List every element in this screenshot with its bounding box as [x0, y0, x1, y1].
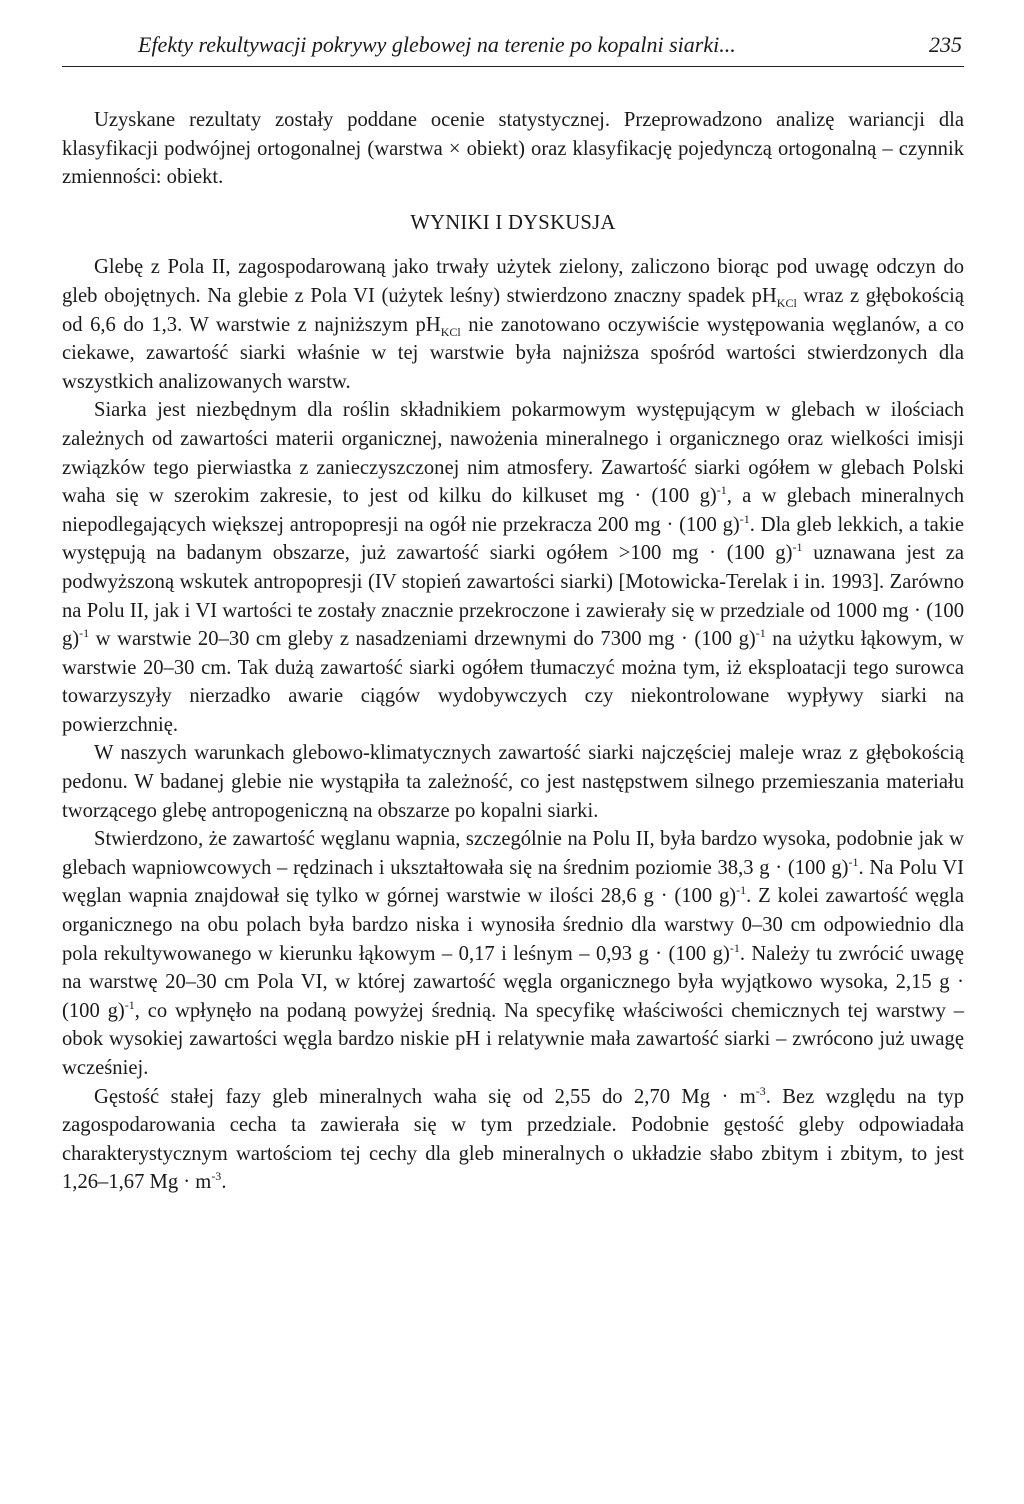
exponent: -1: [755, 626, 766, 641]
exponent: -1: [792, 540, 803, 555]
text-run: wraz z głębokością od 6,6 do 1,3. W warstwie z najniższym pH: [62, 284, 965, 336]
subscript-kcl: KCl: [776, 296, 797, 311]
text-run: . Z kolei zawartość węgla organicznego na obu polach była bardzo niska i wynosiła średnio dla warstwy 0–30 cm odpowiednio dla pola rekultywowanego w kierunku łąkowym – 0,17 i leśnym – 0,93 g · (100 g): [62, 885, 964, 965]
exponent: -1: [716, 483, 727, 498]
body-text: [62, 106, 964, 1197]
text-run: uznawana jest za podwyższoną wskutek antropopresji (IV stopień zawartości siarki) [Motowicka-Terelak i in. 1993]. Zarówno na Polu II, jak i VI wartości te zostały znacznie przekroczone i zawierały się w przedziale od 1000 mg · (100 g): [62, 542, 964, 651]
exponent: -1: [739, 511, 750, 526]
text-run: w warstwie 20–30 cm gleby z nasadzeniami drzewnymi do 7300 mg · (100 g): [89, 628, 756, 651]
text-run: , co wpłynęło na podaną powyżej średnią. Na specyfikę właściwości chemicznych tej warstwy – obok wysokiej zawartości węgla bardzo niskie pH i relatywnie mała zawartość siarki – zwrócono już uwagę wcześniej.: [62, 999, 964, 1079]
text-run: . Bez względu na typ zagospodarowania cecha ta zawierała się w tym przedziale. Podobnie gęstość gleby odpowiadała charakterystycznym wartościom tej cechy dla gleb mineralnych o układzie słabo zbitym i zbitym, to jest 1,26–1,67 Mg · m: [62, 1085, 964, 1194]
intro-paragraph: Uzyskane rezultaty zostały poddane ocenie statystycznej. Przeprowadzono analizę wariancji dla klasyfikacji podwójnej ortogonalnej (warstwa × obiekt) oraz klasyfikację pojedynczą ortogonalną – czynnik zmienności: obiekt.: [62, 109, 964, 189]
text-run: Siarka jest niezbędnym dla roślin składnikiem pokarmowym występującym w glebach w ilościach zależnych od zawartości materii organicznej, nawożenia mineralnego i organicznego oraz wielkości imisji związków tego pierwiastka z zanieczyszczonej nim atmosfery. Zawartość siarki ogółem w glebach Polski waha się w szerokim zakresie, to jest od kilku do kilkuset mg · (100 g): [62, 399, 964, 508]
page-number: 235: [929, 32, 962, 57]
exponent: -1: [848, 854, 859, 869]
text-run: Stwierdzono, że zawartość węglanu wapnia, szczególnie na Polu II, była bardzo wysoka, podobnie jak w glebach wapniowcowych – rędzinach i ukształtowała się na średnim poziomie 38,3 g · (100 g): [62, 828, 964, 879]
text-run: . Na Polu VI węglan wapnia znajdował się tylko w górnej warstwie w ilości 28,6 g · (100 g): [62, 856, 965, 908]
text-run: nie zanotowano oczywiście występowania węglanów, a co ciekawe, zawartość siarki właśnie w tej warstwie była najniższa spośród wartości stwierdzonych dla wszystkich analizowanych warstw.: [62, 313, 964, 393]
paragraph-carbonate: [62, 825, 964, 1082]
text-run: na użytku łąkowym, w warstwie 20–30 cm. Tak dużą zawartość siarki ogółem tłumaczyć można tym, iż eksploatacji tego surowca towarzyszyły nierzadko awarie ciągów wydobywczych czy niekontrolowane wypływy siarki na powierzchnię.: [62, 628, 964, 736]
subscript-kcl: KCl: [440, 324, 461, 339]
exponent: -1: [729, 940, 740, 955]
paragraph-density: [62, 1083, 964, 1197]
exponent: -3: [755, 1083, 766, 1098]
paragraph-sulfur: [62, 396, 964, 739]
text-run: Glebę z Pola II, zagospodarowaną jako trwały użytek zielony, zaliczono biorąc pod uwagę odczyn do gleb obojętnych. Na glebie z Pola VI (użytek leśny) stwierdzono znaczny spadek pH: [62, 256, 964, 307]
text-run: . Dla gleb lekkich, a takie występują na badanym obszarze, już zawartość siarki ogółem >100 mg · (100 g): [62, 513, 964, 565]
exponent: -1: [736, 883, 747, 898]
text-run: . Należy tu zwrócić uwagę na warstwę 20–30 cm Pola VI, w której zawartość węgla organicznego była wyjątkowo wysoka, 2,15 g · (100 g): [62, 942, 964, 1022]
section-heading: WYNIKI I DYSKUSJA: [410, 211, 616, 234]
running-header: [62, 30, 964, 67]
text-run: .: [221, 1171, 227, 1194]
running-title: Efekty rekultywacji pokrywy glebowej na terenie po kopalni siarki...: [138, 32, 736, 57]
exponent: -3: [211, 1169, 222, 1184]
text-run: Gęstość stałej fazy gleb mineralnych waha się od 2,55 do 2,70 Mg · m: [94, 1085, 756, 1108]
paragraph-depth: W naszych warunkach glebowo-klimatycznych zawartość siarki najczęściej maleje wraz z głębokością pedonu. W badanej glebie nie wystąpiła ta zależność, co jest następstwem silnego przemieszania materiału tworzącego glebę antropogeniczną na obszarze po kopalni siarki.: [62, 742, 964, 822]
exponent: -1: [79, 626, 90, 641]
text-run: , a w glebach mineralnych niepodlegających większej antropopresji na ogół nie przekracza 200 mg · (100 g): [62, 485, 965, 536]
exponent: -1: [124, 997, 135, 1012]
paragraph-ph: [62, 253, 964, 396]
